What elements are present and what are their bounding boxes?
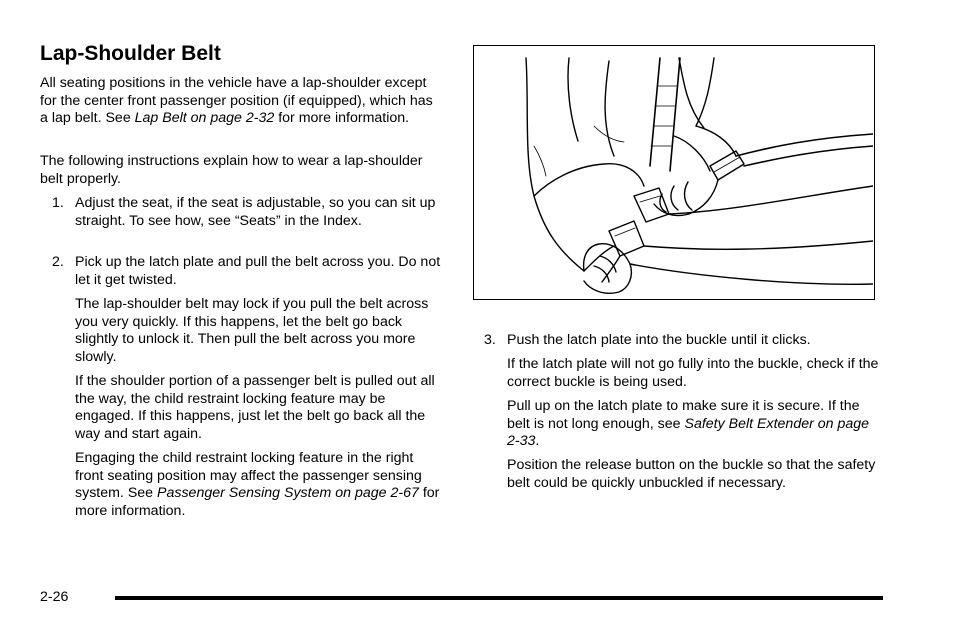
intro-cross-reference[interactable]: Lap Belt on page 2-32 <box>134 110 275 127</box>
step-2-paragraph-3 <box>75 450 445 520</box>
step-2-text: Pick up the latch plate and pull the belt across you. Do not let it get twisted. <box>75 254 441 288</box>
step-2-paragraph-2: If the shoulder portion of a passenger belt is pulled out all the way, the child restraint locking feature may be engaged. If this happens, just let the belt go back all the way and start again. <box>75 373 435 442</box>
section-heading: Lap-Shoulder Belt <box>40 42 221 65</box>
step-3-text: Push the latch plate into the buckle until it clicks. <box>507 332 811 348</box>
step-3-paragraph-2-after: . <box>535 433 540 450</box>
passenger-sensing-reference[interactable]: Passenger Sensing System on page 2-67 <box>157 485 419 502</box>
step-3-paragraph-2 <box>507 398 879 451</box>
step-3-paragraph-2-text: Pull up on the latch plate to make sure it is secure. If the belt is not long enough, see <box>507 398 860 432</box>
intro-after: for more information. <box>274 110 410 127</box>
intro-paragraph <box>40 75 440 128</box>
seat-belt-illustration <box>473 45 875 300</box>
footer-rule <box>115 596 883 600</box>
step-1-text: Adjust the seat, if the seat is adjustable, so you can sit up straight. To see how, see “Seats” in the Index. <box>75 195 436 229</box>
step-3-number: 3. <box>484 332 496 348</box>
step-3-paragraph-1: If the latch plate will not go fully into the buckle, check if the correct buckle is being used. <box>507 356 879 390</box>
belt-extender-reference[interactable]: Safety Belt Extender on page 2-33 <box>507 415 870 450</box>
step-2-paragraph-1: The lap-shoulder belt may lock if you pull the belt across you very quickly. If this happens, let the belt go back slightly to unlock it. Then pull the belt across you more slowly. <box>75 296 429 365</box>
instructions-intro: The following instructions explain how to wear a lap-shoulder belt properly. <box>40 153 423 187</box>
step-2-paragraph-3-after: for more information. <box>75 485 440 519</box>
intro-text: All seating positions in the vehicle have a lap-shoulder except for the center front passenger position (if equipped), which has a lap belt. See <box>40 75 433 127</box>
step-2-number: 2. <box>52 254 64 270</box>
page-number: 2-26 <box>40 589 69 605</box>
step-2-paragraph-3-text: Engaging the child restraint locking feature in the right front seating position may affect the passenger sensing system. See <box>75 450 422 502</box>
step-1-number: 1. <box>52 195 64 211</box>
belt-buckling-drawing <box>474 46 873 298</box>
step-3-paragraph-3: Position the release button on the buckle so that the safety belt could be quickly unbuckled if necessary. <box>507 457 876 491</box>
